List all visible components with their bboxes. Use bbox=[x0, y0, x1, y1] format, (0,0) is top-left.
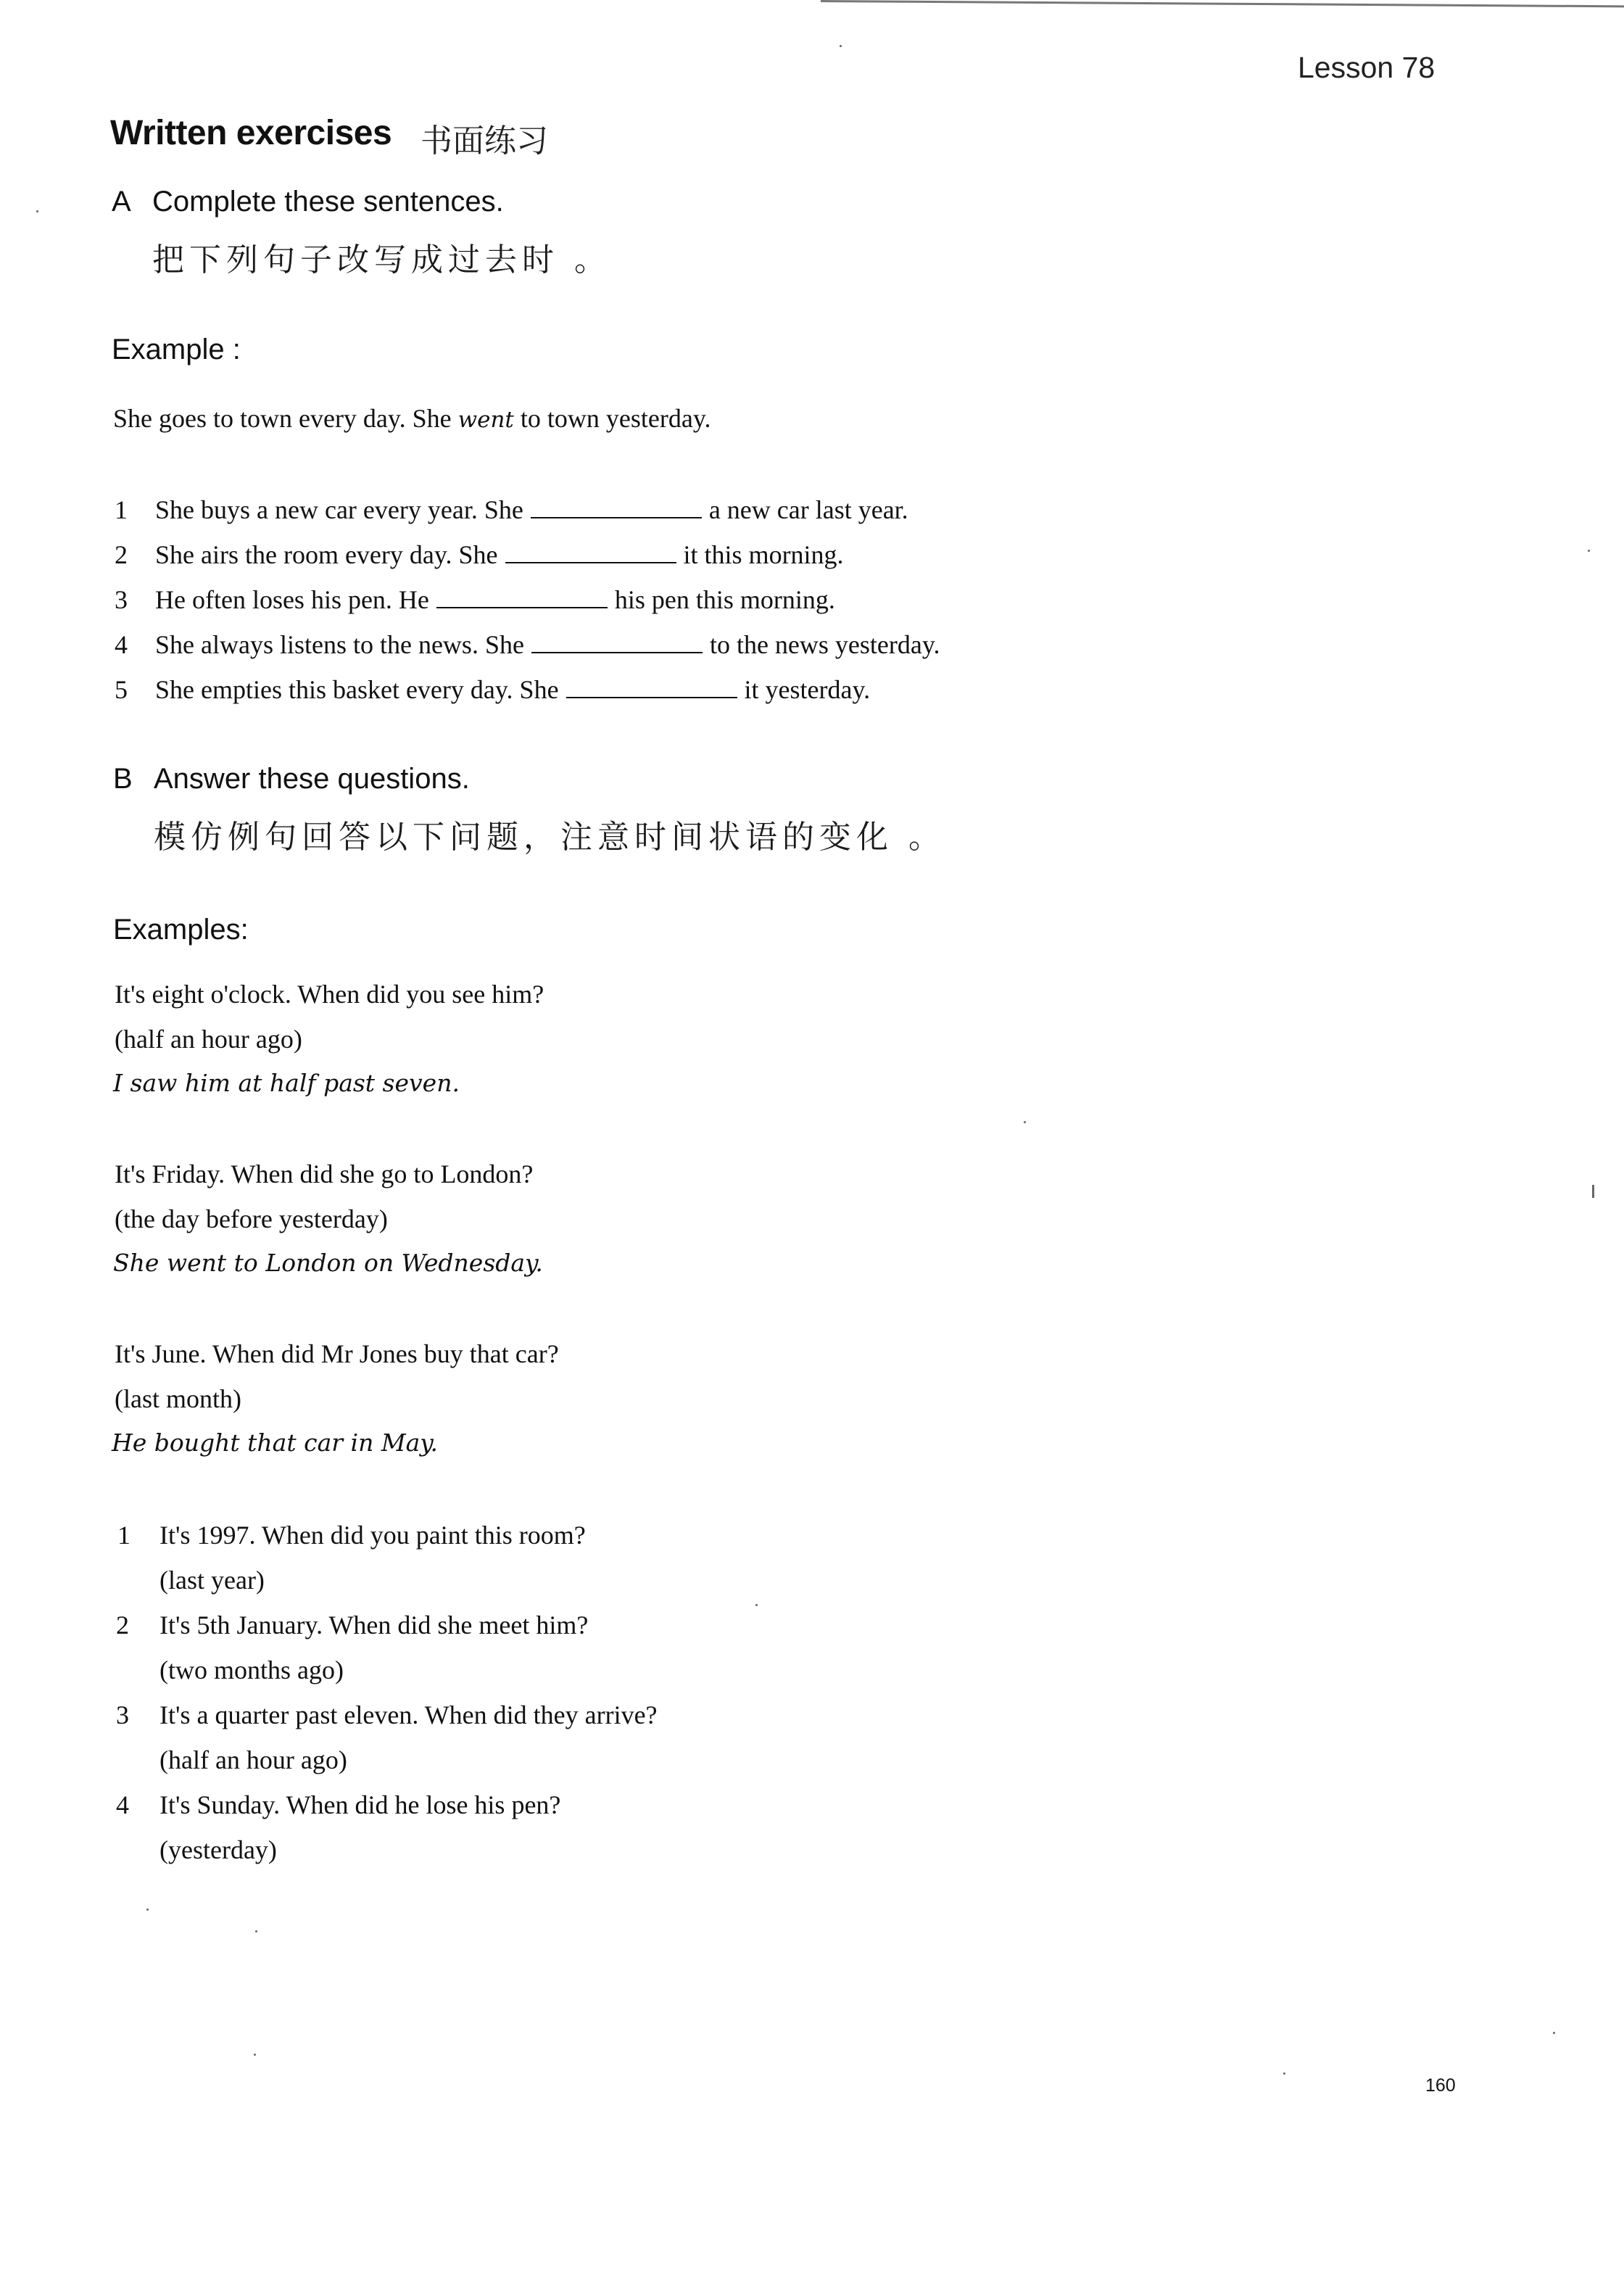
section-a-example-sentence bbox=[113, 403, 711, 434]
scan-speck bbox=[1283, 2072, 1285, 2075]
example-2-cue: (the day before yesterday) bbox=[115, 1204, 388, 1233]
exercise-b-item-1-cue: (last year) bbox=[160, 1566, 265, 1595]
example-1-question: It's eight o'clock. When did you see him? bbox=[115, 980, 544, 1009]
section-b-letter: B bbox=[113, 763, 133, 795]
section-b-examples-label: Examples: bbox=[113, 914, 249, 946]
scan-speck bbox=[1588, 550, 1590, 552]
example-sentence-before: She goes to town every day. She bbox=[113, 404, 458, 433]
exercise-a-item-2 bbox=[115, 539, 844, 570]
exercise-b-item-3-cue: (half an hour ago) bbox=[160, 1745, 347, 1774]
scan-speck bbox=[1553, 2032, 1555, 2034]
exercise-b-item-1-number: 1 bbox=[117, 1521, 130, 1550]
section-title-chinese: 书面练习 bbox=[420, 123, 548, 160]
exercise-a-item-4 bbox=[115, 629, 940, 660]
scan-speck bbox=[1024, 1121, 1026, 1123]
item-number: 2 bbox=[115, 540, 128, 569]
lesson-label: Lesson 78 bbox=[1298, 51, 1436, 84]
scan-speck bbox=[146, 1909, 149, 1911]
item-text-after: his pen this morning. bbox=[614, 585, 835, 614]
section-b-instruction-chinese: 模仿例句回答以下问题，注意时间状语的变化 。 bbox=[154, 819, 945, 856]
exercise-b-item-2-cue: (two months ago) bbox=[160, 1655, 344, 1684]
item-text-before: She empties this basket every day. She bbox=[155, 675, 559, 704]
example-3-handwritten-answer: He bought that car in May. bbox=[112, 1429, 439, 1457]
answer-blank[interactable] bbox=[436, 587, 608, 608]
item-text-before: She always listens to the news. She bbox=[155, 630, 524, 659]
exercise-b-item-3-number: 3 bbox=[116, 1700, 129, 1729]
answer-blank[interactable] bbox=[531, 497, 702, 518]
exercise-a-item-5 bbox=[115, 674, 870, 705]
page-number: 160 bbox=[1425, 2075, 1456, 2096]
exercise-b-item-3-question: It's a quarter past eleven. When did they arrive? bbox=[160, 1700, 658, 1729]
example-3-cue: (last month) bbox=[115, 1384, 241, 1413]
item-text-after: it yesterday. bbox=[744, 675, 871, 704]
scan-speck bbox=[36, 210, 38, 212]
section-title: Written exercises bbox=[110, 114, 392, 152]
exercise-b-item-2-question: It's 5th January. When did she meet him? bbox=[160, 1611, 589, 1640]
scan-speck bbox=[254, 2054, 256, 2056]
scan-speck bbox=[255, 1930, 257, 1932]
exercise-a-item-1 bbox=[115, 495, 908, 525]
item-number: 5 bbox=[115, 675, 128, 704]
example-3-question: It's June. When did Mr Jones buy that car? bbox=[115, 1339, 559, 1368]
item-number: 3 bbox=[115, 585, 128, 614]
scan-mark bbox=[1592, 1185, 1594, 1198]
exercise-b-item-1-question: It's 1997. When did you paint this room? bbox=[160, 1521, 586, 1550]
item-text-before: She buys a new car every year. She bbox=[155, 495, 523, 524]
exercise-b-item-2-number: 2 bbox=[116, 1611, 129, 1640]
example-2-question: It's Friday. When did she go to London? bbox=[115, 1159, 534, 1188]
item-number: 1 bbox=[115, 495, 128, 524]
item-text-before: She airs the room every day. She bbox=[155, 540, 498, 569]
section-a-letter: A bbox=[112, 186, 131, 218]
example-1-handwritten-answer: I saw him at half past seven. bbox=[113, 1069, 460, 1097]
exercise-a-item-3 bbox=[115, 584, 835, 615]
answer-blank[interactable] bbox=[505, 542, 676, 563]
item-text-after: a new car last year. bbox=[708, 495, 908, 524]
item-text-after: to the news yesterday. bbox=[709, 630, 940, 659]
example-sentence-after: to town yesterday. bbox=[513, 404, 711, 433]
section-a-instruction: Complete these sentences. bbox=[152, 186, 504, 218]
item-text-after: it this morning. bbox=[683, 540, 844, 569]
scan-speck bbox=[755, 1604, 758, 1606]
example-1-cue: (half an hour ago) bbox=[115, 1025, 302, 1054]
answer-blank[interactable] bbox=[566, 677, 737, 698]
example-handwritten-answer: went bbox=[457, 407, 514, 433]
exercise-b-item-4-number: 4 bbox=[116, 1790, 129, 1819]
exercise-b-item-4-question: It's Sunday. When did he lose his pen? bbox=[160, 1790, 561, 1819]
top-rule bbox=[821, 0, 1624, 7]
scan-speck bbox=[840, 45, 842, 47]
item-text-before: He often loses his pen. He bbox=[155, 585, 429, 614]
section-a-example-label: Example : bbox=[112, 334, 241, 365]
example-2-handwritten-answer: She went to London on Wednesday. bbox=[113, 1249, 543, 1277]
section-a-instruction-chinese: 把下列句子改写成过去时 。 bbox=[152, 241, 611, 278]
section-b-instruction: Answer these questions. bbox=[154, 763, 470, 795]
exercise-b-item-4-cue: (yesterday) bbox=[160, 1835, 277, 1864]
answer-blank[interactable] bbox=[531, 632, 703, 653]
item-number: 4 bbox=[115, 630, 128, 659]
